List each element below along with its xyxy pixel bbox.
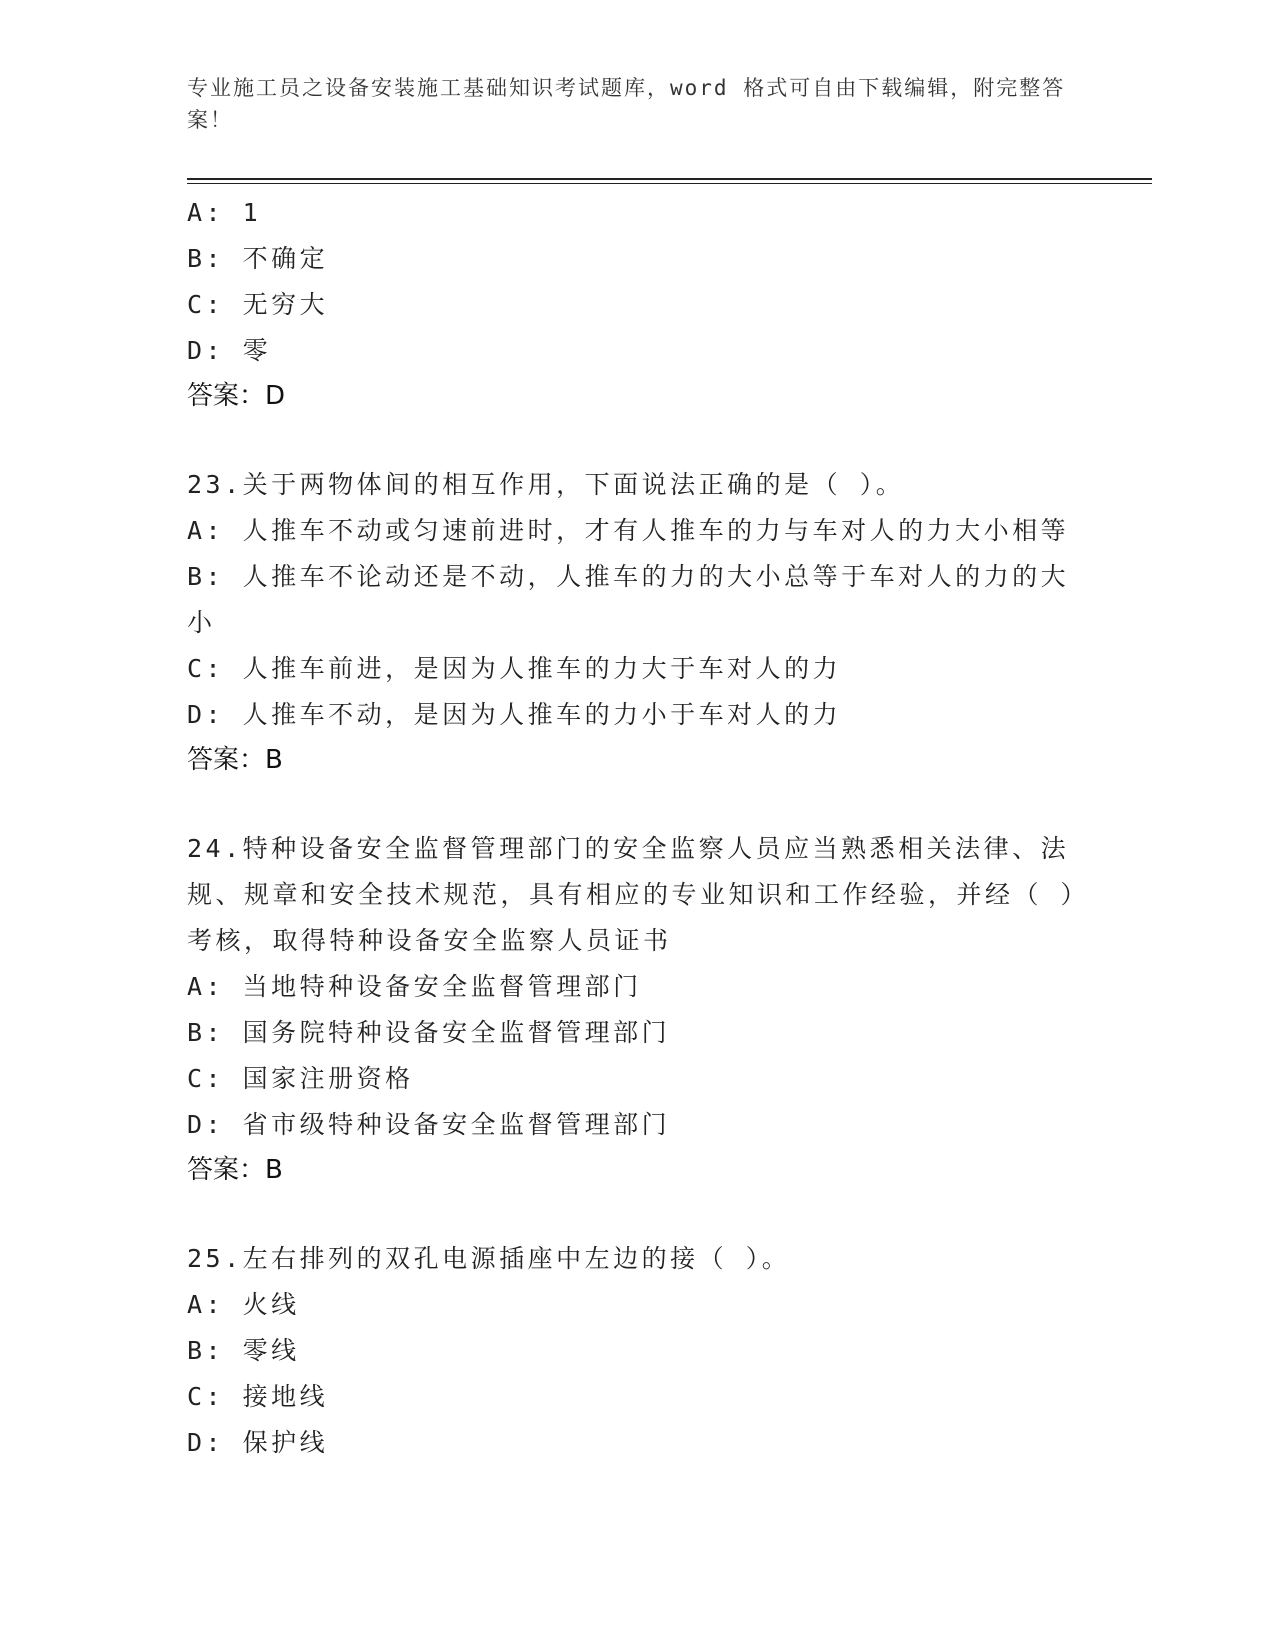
option-b: B: 人推车不论动还是不动，人推车的力的大小总等于车对人的力的大小 — [187, 562, 1070, 637]
question-list — [187, 190, 1087, 1466]
answer-label: 答案：B — [187, 1155, 283, 1185]
option-c: C: 无穷大 — [187, 290, 329, 319]
question-text: 24.特种设备安全监督管理部门的安全监察人员应当熟悉相关法律、法规、规章和安全技术规范，具有相应的专业知识和工作经验，并经（ ）考核，取得特种设备安全监察人员证书 — [187, 834, 1077, 955]
option-a: A: 当地特种设备安全监督管理部门 — [187, 972, 642, 1001]
option-d: D: 省市级特种设备安全监督管理部门 — [187, 1110, 671, 1139]
document-header: 专业施工员之设备安装施工基础知识考试题库，word 格式可自由下载编辑，附完整答案！ — [187, 76, 1066, 132]
option-b: B: 国务院特种设备安全监督管理部门 — [187, 1018, 671, 1047]
option-b: B: 不确定 — [187, 244, 329, 273]
header-divider-thick — [187, 178, 1152, 180]
spacer — [187, 418, 1087, 462]
question-24 — [187, 826, 1087, 1192]
question-text: 25.左右排列的双孔电源插座中左边的接（ ）。 — [187, 1244, 791, 1273]
option-b: B: 零线 — [187, 1336, 300, 1365]
option-a: A: 火线 — [187, 1290, 300, 1319]
answer-label: 答案：D — [187, 381, 286, 411]
question-23 — [187, 462, 1087, 782]
question-22 — [187, 190, 1087, 418]
spacer — [187, 782, 1087, 826]
question-text: 23.关于两物体间的相互作用，下面说法正确的是（ ）。 — [187, 470, 905, 499]
option-c: C: 人推车前进，是因为人推车的力大于车对人的力 — [187, 654, 842, 683]
spacer — [187, 1192, 1087, 1236]
answer-label: 答案：B — [187, 745, 283, 775]
option-d: D: 人推车不动，是因为人推车的力小于车对人的力 — [187, 700, 842, 729]
option-d: D: 保护线 — [187, 1428, 329, 1457]
option-c: C: 接地线 — [187, 1382, 329, 1411]
option-a: A: 1 — [187, 198, 262, 227]
option-a: A: 人推车不动或匀速前进时，才有人推车的力与车对人的力大小相等 — [187, 516, 1070, 545]
option-d: D: 零 — [187, 336, 272, 365]
question-25 — [187, 1236, 1087, 1466]
header-divider-thin — [187, 183, 1152, 184]
option-c: C: 国家注册资格 — [187, 1064, 414, 1093]
